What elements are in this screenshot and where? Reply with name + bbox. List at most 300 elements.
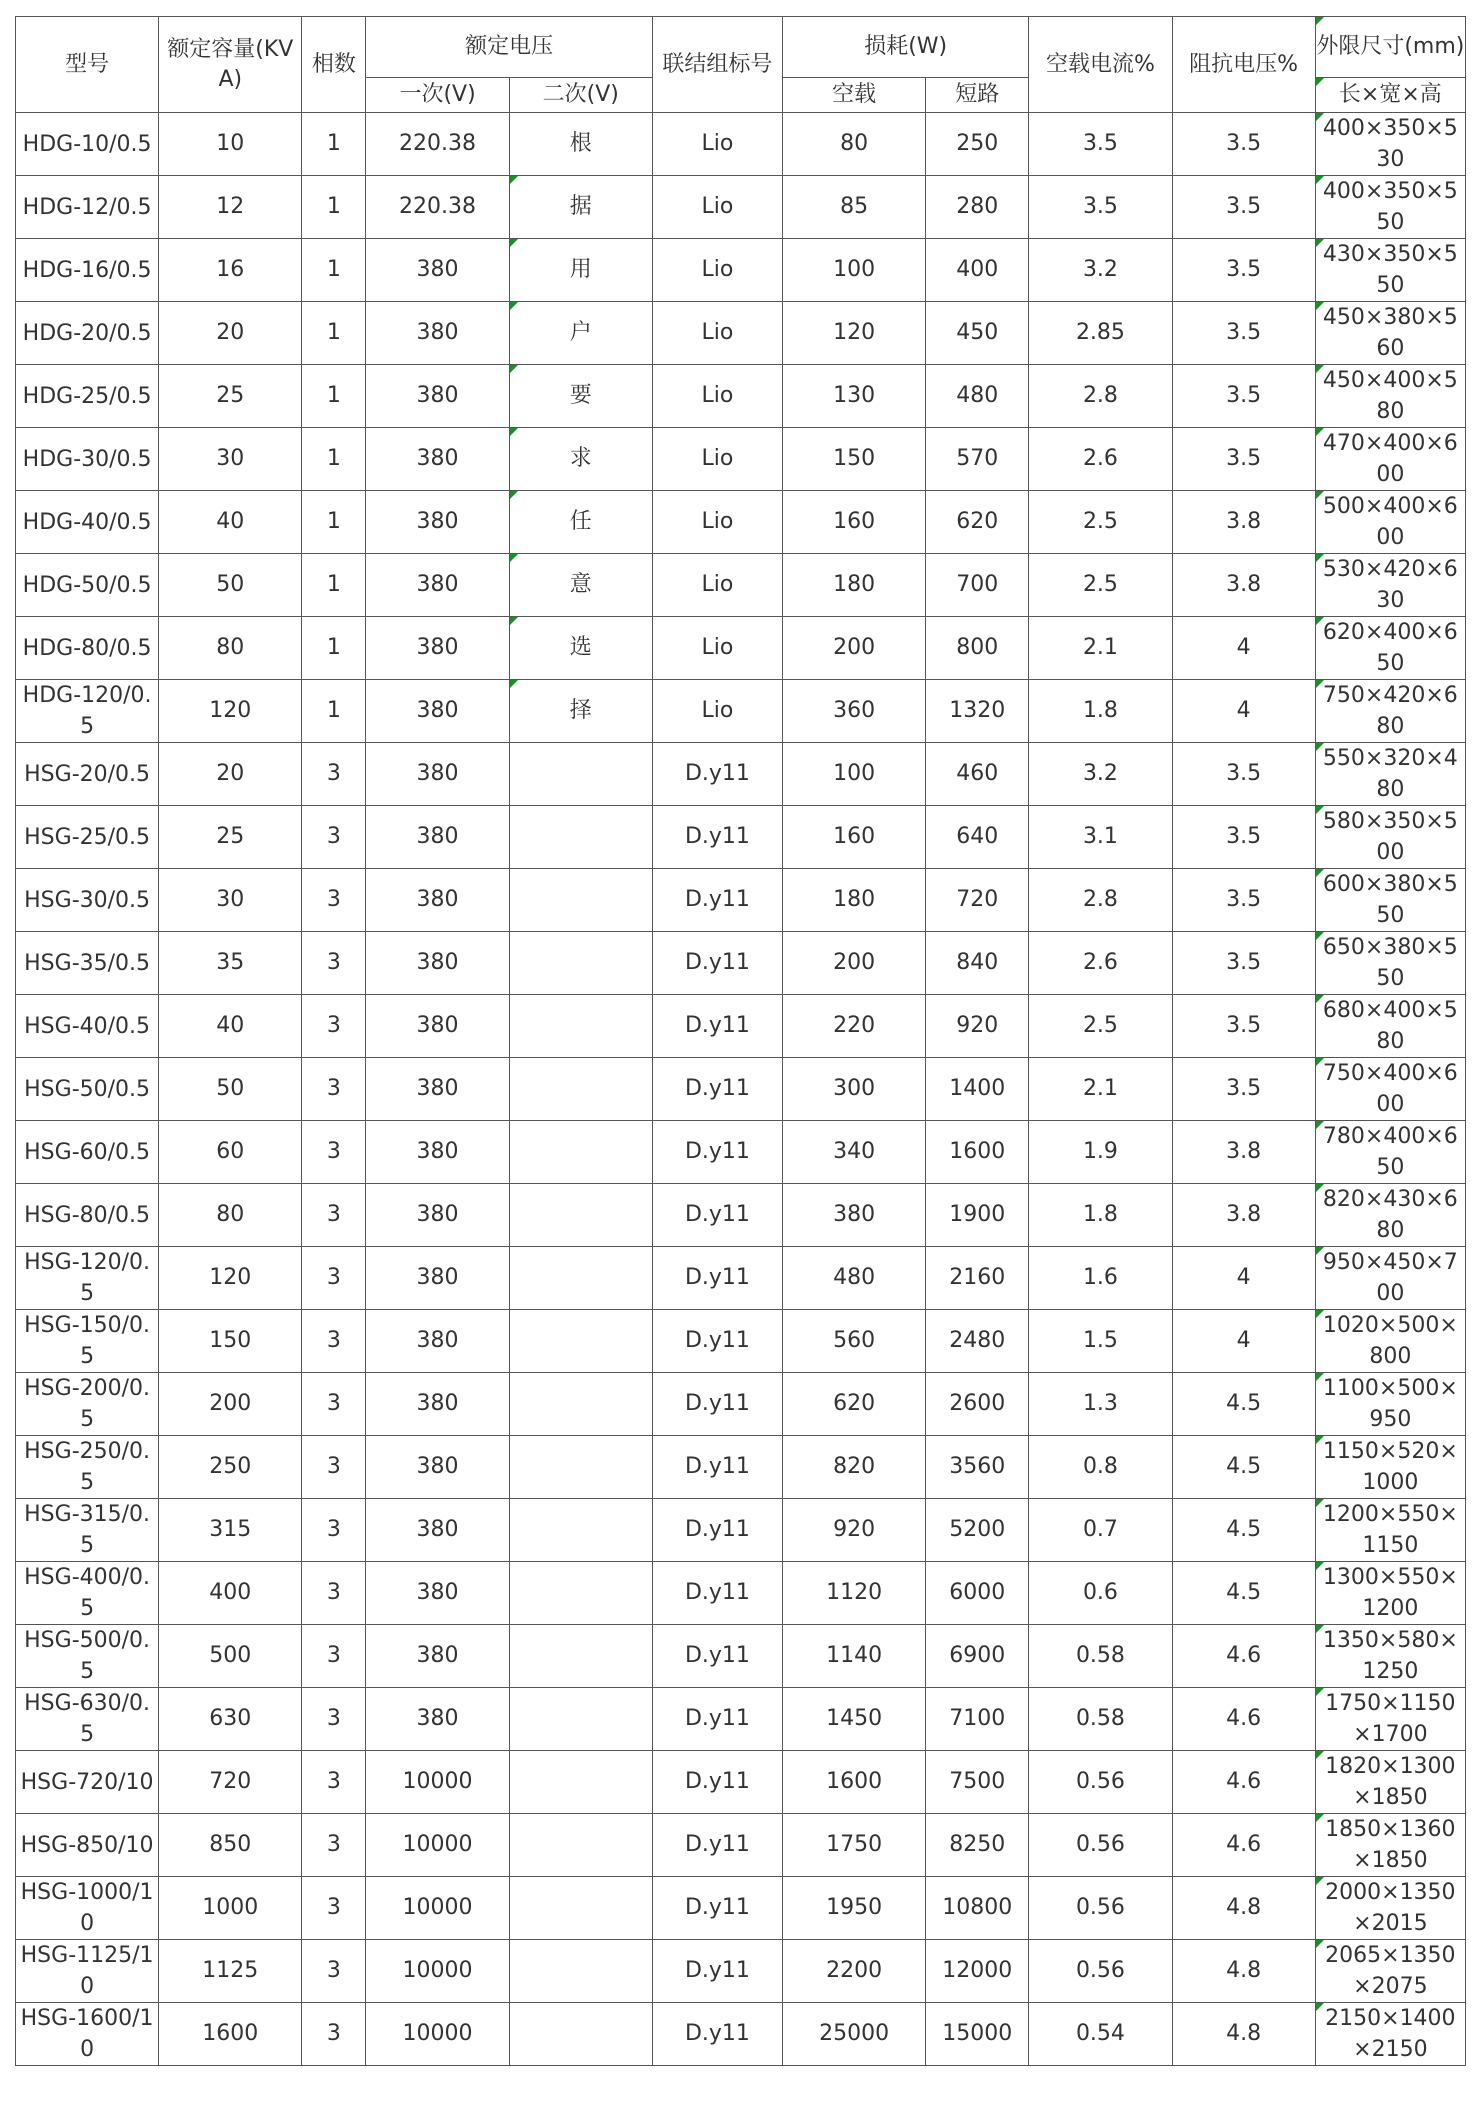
cell-secondary-voltage [509,1058,652,1121]
table-row [16,1058,1466,1121]
header-secondary: 二次(V) [509,78,652,113]
cell-secondary-voltage [509,1121,652,1184]
spec-table [15,16,1466,2066]
cell-dimensions: 400×350×530 [1315,113,1465,176]
cell-dimensions: 2065×1350×2075 [1315,1940,1465,2003]
cell-connection-group: Lio [652,428,782,491]
cell-dimensions: 950×450×700 [1315,1247,1465,1310]
cell-secondary-voltage [509,932,652,995]
cell-short-circuit-loss: 15000 [926,2003,1029,2066]
cell-dimensions: 450×380×560 [1315,302,1465,365]
cell-capacity: 1600 [159,2003,302,2066]
cell-connection-group: D.y11 [652,1625,782,1688]
cell-short-circuit-loss: 700 [926,554,1029,617]
cell-primary-voltage: 380 [366,1562,509,1625]
cell-secondary-voltage [509,1562,652,1625]
header-no-load-current: 空载电流% [1029,17,1172,113]
cell-no-load-current: 3.1 [1029,806,1172,869]
cell-short-circuit-loss: 2160 [926,1247,1029,1310]
cell-no-load-current: 3.5 [1029,113,1172,176]
cell-secondary-voltage [509,806,652,869]
cell-primary-voltage: 380 [366,1058,509,1121]
cell-short-circuit-loss: 280 [926,176,1029,239]
cell-primary-voltage: 380 [366,1373,509,1436]
cell-no-load-loss: 150 [783,428,926,491]
cell-phases: 3 [302,1877,366,1940]
cell-primary-voltage: 380 [366,1247,509,1310]
cell-model: HSG-1000/10 [16,1877,159,1940]
cell-short-circuit-loss: 10800 [926,1877,1029,1940]
cell-dimensions: 470×400×600 [1315,428,1465,491]
cell-no-load-current: 0.58 [1029,1625,1172,1688]
cell-phases: 3 [302,1247,366,1310]
cell-dimensions: 450×400×580 [1315,365,1465,428]
cell-no-load-loss: 100 [783,743,926,806]
cell-no-load-current: 0.7 [1029,1499,1172,1562]
cell-connection-group: D.y11 [652,1499,782,1562]
cell-impedance-voltage: 4.6 [1172,1688,1315,1751]
cell-secondary-voltage: 用 [509,239,652,302]
cell-connection-group: Lio [652,491,782,554]
cell-dimensions: 750×420×680 [1315,680,1465,743]
cell-dimensions: 530×420×630 [1315,554,1465,617]
cell-model: HSG-150/0.5 [16,1310,159,1373]
cell-dimensions: 600×380×550 [1315,869,1465,932]
cell-no-load-current: 2.6 [1029,932,1172,995]
cell-connection-group: D.y11 [652,1436,782,1499]
cell-short-circuit-loss: 460 [926,743,1029,806]
cell-primary-voltage: 380 [366,365,509,428]
cell-no-load-current: 0.56 [1029,1814,1172,1877]
cell-no-load-current: 0.58 [1029,1688,1172,1751]
cell-impedance-voltage: 3.5 [1172,995,1315,1058]
cell-no-load-loss: 130 [783,365,926,428]
cell-no-load-loss: 1140 [783,1625,926,1688]
cell-impedance-voltage: 3.5 [1172,806,1315,869]
cell-capacity: 60 [159,1121,302,1184]
cell-phases: 3 [302,1688,366,1751]
cell-secondary-voltage [509,1184,652,1247]
table-row [16,680,1466,743]
cell-dimensions: 1350×580×1250 [1315,1625,1465,1688]
cell-phases: 1 [302,680,366,743]
cell-capacity: 40 [159,491,302,554]
cell-phases: 3 [302,806,366,869]
cell-no-load-loss: 620 [783,1373,926,1436]
cell-no-load-current: 1.8 [1029,680,1172,743]
cell-no-load-current: 1.8 [1029,1184,1172,1247]
cell-phases: 1 [302,302,366,365]
cell-short-circuit-loss: 7100 [926,1688,1029,1751]
cell-model: HSG-25/0.5 [16,806,159,869]
header-connection: 联结组标号 [652,17,782,113]
table-row [16,365,1466,428]
cell-short-circuit-loss: 6900 [926,1625,1029,1688]
table-row [16,932,1466,995]
cell-short-circuit-loss: 6000 [926,1562,1029,1625]
cell-no-load-loss: 2200 [783,1940,926,2003]
cell-no-load-current: 2.8 [1029,869,1172,932]
cell-no-load-current: 0.54 [1029,2003,1172,2066]
cell-primary-voltage: 10000 [366,1751,509,1814]
cell-secondary-voltage [509,1310,652,1373]
cell-dimensions: 550×320×480 [1315,743,1465,806]
cell-no-load-loss: 480 [783,1247,926,1310]
cell-primary-voltage: 380 [366,1121,509,1184]
cell-dimensions: 1750×1150×1700 [1315,1688,1465,1751]
cell-phases: 3 [302,1436,366,1499]
cell-primary-voltage: 380 [366,554,509,617]
cell-model: HSG-50/0.5 [16,1058,159,1121]
cell-impedance-voltage: 4.6 [1172,1814,1315,1877]
cell-connection-group: Lio [652,554,782,617]
cell-no-load-loss: 1120 [783,1562,926,1625]
cell-short-circuit-loss: 1900 [926,1184,1029,1247]
cell-no-load-loss: 200 [783,617,926,680]
cell-capacity: 40 [159,995,302,1058]
cell-no-load-loss: 80 [783,113,926,176]
cell-primary-voltage: 380 [366,239,509,302]
cell-model: HSG-400/0.5 [16,1562,159,1625]
cell-phases: 3 [302,869,366,932]
cell-primary-voltage: 10000 [366,1940,509,2003]
cell-model: HSG-200/0.5 [16,1373,159,1436]
cell-dimensions: 1200×550×1150 [1315,1499,1465,1562]
cell-short-circuit-loss: 720 [926,869,1029,932]
header-impedance-voltage: 阻抗电压% [1172,17,1315,113]
cell-phases: 3 [302,1373,366,1436]
cell-primary-voltage: 10000 [366,1814,509,1877]
cell-capacity: 20 [159,743,302,806]
cell-primary-voltage: 380 [366,806,509,869]
cell-short-circuit-loss: 800 [926,617,1029,680]
table-row [16,1436,1466,1499]
cell-capacity: 1125 [159,1940,302,2003]
cell-impedance-voltage: 3.5 [1172,743,1315,806]
cell-no-load-loss: 820 [783,1436,926,1499]
cell-secondary-voltage: 求 [509,428,652,491]
header-short-circuit: 短路 [926,78,1029,113]
cell-phases: 3 [302,1625,366,1688]
cell-no-load-loss: 560 [783,1310,926,1373]
cell-no-load-current: 2.5 [1029,554,1172,617]
cell-model: HDG-40/0.5 [16,491,159,554]
cell-short-circuit-loss: 570 [926,428,1029,491]
cell-secondary-voltage: 据 [509,176,652,239]
cell-phases: 3 [302,1310,366,1373]
cell-impedance-voltage: 4.8 [1172,1940,1315,2003]
cell-primary-voltage: 380 [366,1436,509,1499]
cell-impedance-voltage: 3.5 [1172,428,1315,491]
cell-connection-group: D.y11 [652,743,782,806]
table-row [16,1877,1466,1940]
cell-short-circuit-loss: 480 [926,365,1029,428]
cell-short-circuit-loss: 3560 [926,1436,1029,1499]
cell-primary-voltage: 380 [366,491,509,554]
table-row [16,1625,1466,1688]
cell-no-load-current: 2.6 [1029,428,1172,491]
cell-secondary-voltage [509,1499,652,1562]
cell-capacity: 250 [159,1436,302,1499]
cell-dimensions: 580×350×500 [1315,806,1465,869]
cell-capacity: 25 [159,806,302,869]
cell-impedance-voltage: 3.5 [1172,932,1315,995]
cell-primary-voltage: 380 [366,1499,509,1562]
cell-model: HSG-720/10 [16,1751,159,1814]
cell-phases: 1 [302,365,366,428]
cell-connection-group: D.y11 [652,932,782,995]
cell-capacity: 10 [159,113,302,176]
cell-model: HSG-630/0.5 [16,1688,159,1751]
cell-impedance-voltage: 3.5 [1172,176,1315,239]
cell-primary-voltage: 380 [366,1184,509,1247]
cell-primary-voltage: 380 [366,869,509,932]
cell-capacity: 20 [159,302,302,365]
cell-connection-group: D.y11 [652,1184,782,1247]
cell-no-load-current: 0.56 [1029,1751,1172,1814]
table-row [16,869,1466,932]
cell-impedance-voltage: 4 [1172,680,1315,743]
cell-secondary-voltage [509,995,652,1058]
cell-impedance-voltage: 4.6 [1172,1625,1315,1688]
cell-impedance-voltage: 3.8 [1172,1184,1315,1247]
cell-dimensions: 400×350×550 [1315,176,1465,239]
cell-no-load-current: 2.5 [1029,995,1172,1058]
cell-capacity: 80 [159,1184,302,1247]
cell-no-load-current: 2.1 [1029,617,1172,680]
cell-short-circuit-loss: 1600 [926,1121,1029,1184]
table-row [16,302,1466,365]
cell-connection-group: D.y11 [652,1373,782,1436]
cell-no-load-loss: 1950 [783,1877,926,1940]
cell-dimensions: 430×350×550 [1315,239,1465,302]
cell-primary-voltage: 220.38 [366,176,509,239]
cell-short-circuit-loss: 450 [926,302,1029,365]
cell-dimensions: 2150×1400×2150 [1315,2003,1465,2066]
cell-impedance-voltage: 3.8 [1172,491,1315,554]
cell-dimensions: 1300×550×1200 [1315,1562,1465,1625]
cell-connection-group: Lio [652,365,782,428]
table-row [16,491,1466,554]
header-dimensions-sub: 长×宽×高 [1315,78,1465,113]
cell-connection-group: D.y11 [652,806,782,869]
cell-short-circuit-loss: 2480 [926,1310,1029,1373]
cell-connection-group: D.y11 [652,1751,782,1814]
cell-secondary-voltage: 任 [509,491,652,554]
cell-no-load-current: 2.1 [1029,1058,1172,1121]
cell-capacity: 12 [159,176,302,239]
table-row [16,1562,1466,1625]
cell-capacity: 400 [159,1562,302,1625]
cell-no-load-loss: 1450 [783,1688,926,1751]
cell-primary-voltage: 220.38 [366,113,509,176]
cell-impedance-voltage: 4.5 [1172,1436,1315,1499]
cell-connection-group: D.y11 [652,1814,782,1877]
cell-dimensions: 820×430×680 [1315,1184,1465,1247]
cell-no-load-loss: 300 [783,1058,926,1121]
table-row [16,617,1466,680]
table-row [16,1814,1466,1877]
cell-model: HSG-500/0.5 [16,1625,159,1688]
cell-connection-group: D.y11 [652,2003,782,2066]
table-row [16,1247,1466,1310]
cell-model: HSG-20/0.5 [16,743,159,806]
cell-short-circuit-loss: 400 [926,239,1029,302]
cell-phases: 3 [302,1751,366,1814]
cell-primary-voltage: 10000 [366,2003,509,2066]
table-row [16,1688,1466,1751]
cell-connection-group: D.y11 [652,1562,782,1625]
cell-secondary-voltage [509,1625,652,1688]
cell-model: HSG-850/10 [16,1814,159,1877]
cell-capacity: 80 [159,617,302,680]
cell-no-load-loss: 1750 [783,1814,926,1877]
cell-short-circuit-loss: 1320 [926,680,1029,743]
cell-impedance-voltage: 3.5 [1172,1058,1315,1121]
table-row [16,1310,1466,1373]
cell-connection-group: D.y11 [652,1688,782,1751]
cell-no-load-loss: 120 [783,302,926,365]
cell-secondary-voltage: 根 [509,113,652,176]
cell-no-load-current: 3.2 [1029,743,1172,806]
cell-phases: 3 [302,1940,366,2003]
cell-dimensions: 1820×1300×1850 [1315,1751,1465,1814]
cell-capacity: 30 [159,869,302,932]
cell-short-circuit-loss: 12000 [926,1940,1029,2003]
cell-impedance-voltage: 4 [1172,1247,1315,1310]
cell-capacity: 850 [159,1814,302,1877]
table-row [16,554,1466,617]
cell-capacity: 120 [159,680,302,743]
cell-no-load-loss: 180 [783,554,926,617]
cell-dimensions: 2000×1350×2015 [1315,1877,1465,1940]
table-row [16,1751,1466,1814]
cell-phases: 1 [302,113,366,176]
cell-no-load-loss: 180 [783,869,926,932]
cell-no-load-current: 2.85 [1029,302,1172,365]
cell-impedance-voltage: 3.5 [1172,365,1315,428]
cell-capacity: 25 [159,365,302,428]
table-row [16,176,1466,239]
header-dimensions: 外限尺寸(mm) [1315,17,1465,78]
cell-impedance-voltage: 4.8 [1172,2003,1315,2066]
table-row [16,743,1466,806]
cell-no-load-loss: 340 [783,1121,926,1184]
cell-primary-voltage: 380 [366,1688,509,1751]
cell-model: HSG-1125/10 [16,1940,159,2003]
cell-no-load-current: 1.6 [1029,1247,1172,1310]
cell-connection-group: D.y11 [652,869,782,932]
cell-phases: 1 [302,176,366,239]
cell-model: HSG-315/0.5 [16,1499,159,1562]
cell-secondary-voltage [509,1247,652,1310]
cell-connection-group: D.y11 [652,1247,782,1310]
cell-impedance-voltage: 3.5 [1172,869,1315,932]
cell-impedance-voltage: 4 [1172,1310,1315,1373]
cell-no-load-loss: 160 [783,491,926,554]
cell-short-circuit-loss: 5200 [926,1499,1029,1562]
cell-primary-voltage: 380 [366,302,509,365]
cell-secondary-voltage [509,1688,652,1751]
cell-impedance-voltage: 3.5 [1172,239,1315,302]
cell-short-circuit-loss: 2600 [926,1373,1029,1436]
cell-dimensions: 1150×520×1000 [1315,1436,1465,1499]
cell-connection-group: D.y11 [652,1310,782,1373]
cell-model: HDG-10/0.5 [16,113,159,176]
cell-connection-group: Lio [652,176,782,239]
cell-impedance-voltage: 4 [1172,617,1315,680]
cell-model: HSG-40/0.5 [16,995,159,1058]
cell-capacity: 16 [159,239,302,302]
cell-capacity: 720 [159,1751,302,1814]
cell-impedance-voltage: 4.5 [1172,1373,1315,1436]
header-capacity: 额定容量(KVA) [159,17,302,113]
cell-secondary-voltage [509,1877,652,1940]
cell-dimensions: 1850×1360×1850 [1315,1814,1465,1877]
cell-impedance-voltage: 3.5 [1172,113,1315,176]
cell-no-load-current: 0.56 [1029,1877,1172,1940]
cell-short-circuit-loss: 7500 [926,1751,1029,1814]
cell-capacity: 50 [159,554,302,617]
cell-capacity: 150 [159,1310,302,1373]
cell-capacity: 315 [159,1499,302,1562]
header-loss: 损耗(W) [783,17,1029,78]
cell-no-load-current: 2.5 [1029,491,1172,554]
cell-primary-voltage: 380 [366,617,509,680]
cell-phases: 3 [302,995,366,1058]
cell-phases: 3 [302,1121,366,1184]
cell-primary-voltage: 380 [366,743,509,806]
table-row [16,1940,1466,2003]
cell-model: HDG-30/0.5 [16,428,159,491]
cell-secondary-voltage: 选 [509,617,652,680]
cell-model: HSG-60/0.5 [16,1121,159,1184]
cell-primary-voltage: 380 [366,932,509,995]
cell-no-load-loss: 25000 [783,2003,926,2066]
cell-primary-voltage: 10000 [366,1877,509,1940]
cell-dimensions: 1020×500×800 [1315,1310,1465,1373]
cell-connection-group: D.y11 [652,1121,782,1184]
cell-no-load-loss: 380 [783,1184,926,1247]
table-row [16,806,1466,869]
header-no-load: 空载 [783,78,926,113]
cell-phases: 3 [302,1814,366,1877]
cell-capacity: 30 [159,428,302,491]
cell-model: HDG-16/0.5 [16,239,159,302]
cell-dimensions: 680×400×580 [1315,995,1465,1058]
table-body [16,113,1466,2066]
cell-model: HSG-250/0.5 [16,1436,159,1499]
cell-phases: 3 [302,1562,366,1625]
cell-short-circuit-loss: 840 [926,932,1029,995]
cell-phases: 3 [302,1058,366,1121]
cell-connection-group: D.y11 [652,995,782,1058]
cell-connection-group: Lio [652,617,782,680]
cell-impedance-voltage: 3.8 [1172,554,1315,617]
table-row [16,995,1466,1058]
cell-secondary-voltage: 意 [509,554,652,617]
cell-short-circuit-loss: 250 [926,113,1029,176]
cell-primary-voltage: 380 [366,1310,509,1373]
cell-no-load-loss: 360 [783,680,926,743]
cell-model: HDG-20/0.5 [16,302,159,365]
cell-model: HDG-80/0.5 [16,617,159,680]
cell-no-load-loss: 160 [783,806,926,869]
cell-capacity: 50 [159,1058,302,1121]
cell-phases: 3 [302,743,366,806]
cell-phases: 1 [302,491,366,554]
cell-phases: 3 [302,1499,366,1562]
